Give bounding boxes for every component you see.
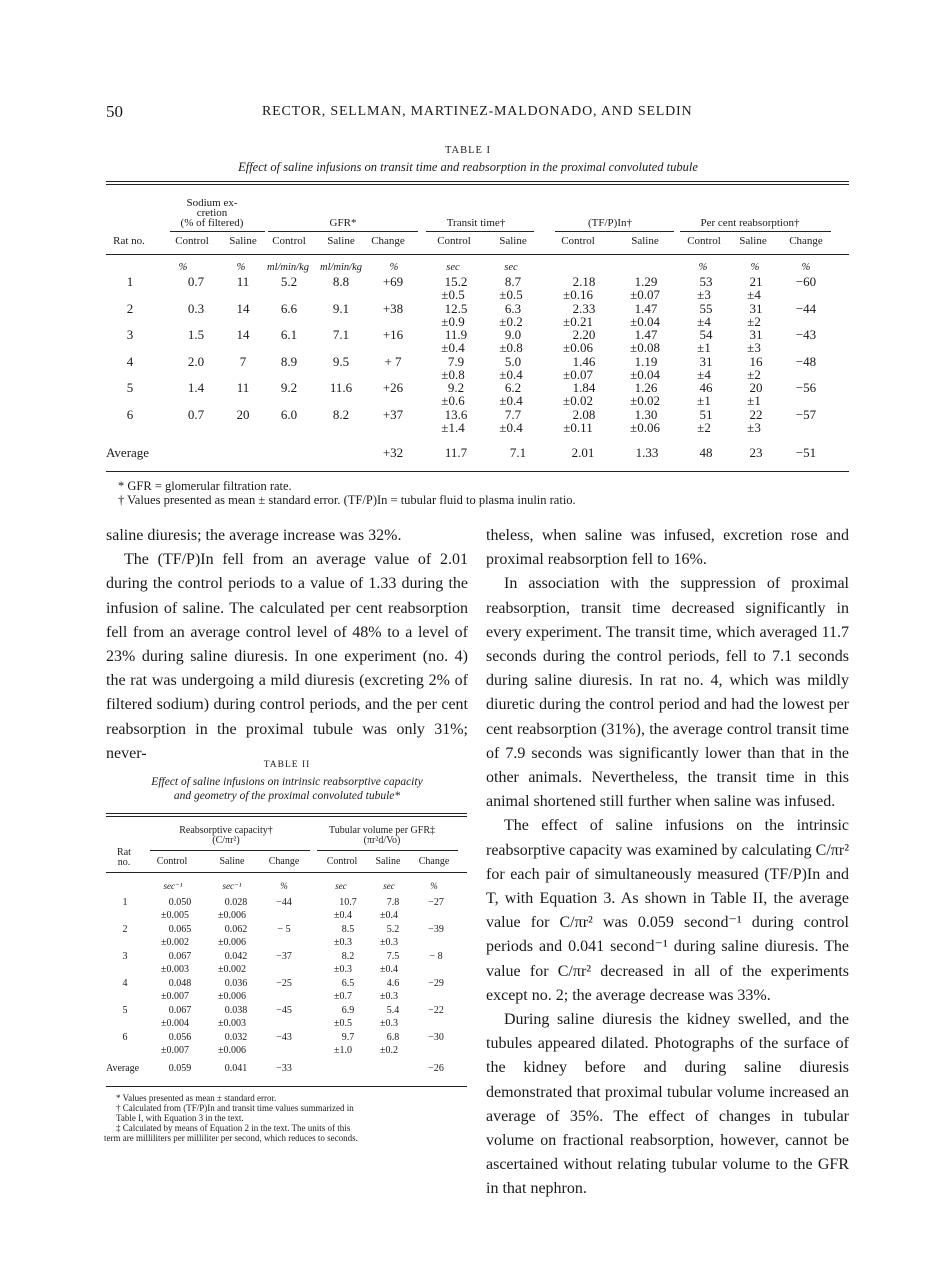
table-cell: 20	[236, 406, 250, 422]
column-group-header: Tubular volume per GFR‡	[328, 825, 436, 836]
std-error: ±0.3	[380, 991, 398, 1002]
table-cell: −30	[428, 1032, 444, 1043]
table-cell: 0.042	[224, 951, 248, 962]
table-cell: 6.2	[504, 380, 522, 395]
table-cell: −39	[428, 924, 444, 935]
table-cell: +26	[382, 380, 404, 395]
table-cell: 22	[749, 406, 763, 422]
std-error: ±0.4	[334, 910, 352, 921]
column-header: Control	[437, 235, 471, 247]
std-error: ±0.06	[563, 340, 593, 355]
table-cell: 6.3	[504, 300, 522, 316]
std-error: ±0.11	[563, 419, 593, 435]
table-cell: 1.29	[634, 274, 658, 289]
unit-label: %	[280, 881, 288, 891]
table-cell: 31	[749, 327, 763, 342]
table-cell: 54	[699, 327, 713, 342]
row-label: 6	[126, 406, 134, 422]
page-number: 50	[106, 102, 123, 121]
std-error: ±0.2	[499, 313, 523, 329]
table-cell: −25	[276, 978, 292, 989]
std-error: ±2	[747, 366, 761, 382]
std-error: ±4	[697, 366, 711, 382]
table-cell: 0.038	[224, 1005, 248, 1016]
std-error: ±0.003	[218, 1018, 246, 1029]
table-cell: +38	[382, 300, 404, 316]
unit-label: %	[430, 881, 438, 891]
right-text-column	[486, 524, 849, 1202]
table-cell: 8.2	[332, 406, 350, 422]
std-error: ±0.007	[161, 991, 189, 1002]
table-cell: 1.19	[634, 353, 658, 369]
std-error: ±0.2	[380, 1045, 398, 1056]
table2-footnote: † Calculated from (TF/P)In and transit time values summarized in	[116, 1103, 354, 1113]
std-error: ±0.4	[441, 340, 465, 355]
average-cell: 7.1	[509, 445, 527, 460]
table-cell: 1.46	[572, 353, 596, 369]
std-error: ±0.006	[218, 1045, 246, 1056]
std-error: ±4	[747, 287, 761, 302]
table-cell: 1.5	[187, 327, 205, 342]
table-cell: 7.9	[447, 353, 465, 369]
unit-label: ml/min/kg	[267, 262, 309, 273]
table-cell: −29	[428, 978, 444, 989]
table-cell: 7	[239, 353, 247, 369]
table-cell: −43	[276, 1032, 292, 1043]
table-cell: 5.0	[504, 353, 522, 369]
std-error: ±0.07	[630, 287, 660, 302]
table-cell: 1.47	[634, 300, 658, 316]
std-error: ±0.3	[334, 964, 352, 975]
std-error: ±0.21	[563, 313, 593, 329]
table-cell: 10.7	[339, 897, 357, 908]
table-rule	[150, 850, 310, 851]
table-cell: −43	[795, 327, 817, 342]
table-cell: 0.067	[168, 1005, 192, 1016]
row-label: 2	[126, 300, 134, 316]
table2-label: TABLE II	[263, 760, 311, 770]
std-error: ±1.0	[334, 1045, 352, 1056]
table-cell: −44	[795, 300, 817, 316]
unit-label: sec⁻¹	[163, 881, 183, 891]
average-cell: 2.01	[571, 445, 595, 460]
std-error: ±2	[747, 313, 761, 329]
std-error: ±1	[697, 393, 711, 408]
table-cell: 7.7	[504, 406, 522, 422]
average-cell: 0.059	[168, 1063, 192, 1074]
table-cell: 7.8	[386, 897, 400, 908]
table2-footnote: ‡ Calculated by means of Equation 2 in the text. The units of this	[116, 1123, 351, 1133]
std-error: ±0.4	[380, 910, 398, 921]
table-cell: 51	[699, 406, 713, 422]
table-cell: 1.47	[634, 327, 658, 342]
table-cell: − 8	[429, 951, 443, 962]
paragraph: The effect of saline infusions on the intrinsic reabsorptive capacity was examined by calculating C/πr² for each pair of simultaneously measured (TF/P)In and T, with Equation 3. As shown in Table II, the average value for C/πr² was 0.059 second⁻¹ during control periods and 0.041 second⁻¹ during saline diuresis. The value for C/πr² decreased in all of the experiments except no. 2; the average decrease was 33%.	[486, 817, 849, 1004]
table-cell: 31	[699, 353, 713, 369]
std-error: ±0.06	[630, 419, 660, 435]
table-cell: 0.056	[168, 1032, 192, 1043]
table-cell: −45	[276, 1005, 292, 1016]
table-cell: 20	[749, 380, 763, 395]
average-cell: 1.33	[635, 445, 659, 460]
column-header: Control	[156, 856, 188, 867]
column-group-header: (C/πr²)	[212, 835, 240, 846]
unit-label: sec	[446, 262, 460, 273]
table-cell: 0.3	[187, 300, 205, 316]
std-error: ±0.5	[334, 1018, 352, 1029]
std-error: ±0.7	[334, 991, 352, 1002]
table-rule	[317, 850, 458, 851]
paragraph: theless, when saline was infused, excretion rose and proximal reabsorption fell to 16%.	[486, 527, 849, 569]
std-error: ±0.002	[161, 937, 189, 948]
table-cell: 11.6	[329, 380, 353, 395]
column-header: Saline	[631, 235, 659, 247]
column-header: Change	[789, 235, 823, 247]
table1-title: Effect of saline infusions on transit time and reabsorption in the proximal convoluted tubule	[238, 160, 698, 174]
row-label: 1	[122, 897, 128, 908]
table-rule	[106, 1086, 467, 1087]
table-cell: 8.7	[504, 274, 522, 289]
table1-footnote: † Values presented as mean ± standard error. (TF/P)In = tubular fluid to plasma inulin ratio.	[118, 493, 576, 507]
table-cell: 8.9	[280, 353, 298, 369]
std-error: ±3	[747, 340, 761, 355]
table-rule	[106, 813, 467, 817]
table-cell: 53	[699, 274, 713, 289]
column-header: Saline	[499, 235, 527, 247]
table-cell: +37	[382, 406, 404, 422]
std-error: ±3	[747, 419, 761, 435]
std-error: ±0.006	[218, 910, 246, 921]
unit-label: %	[389, 262, 399, 273]
unit-label: sec⁻¹	[222, 881, 242, 891]
column-header: Control	[561, 235, 595, 247]
row-label: 6	[122, 1032, 128, 1043]
average-cell: 23	[749, 445, 763, 460]
table-cell: 5.4	[386, 1005, 400, 1016]
table-cell: 9.0	[504, 327, 522, 342]
unit-label: %	[236, 262, 246, 273]
table-cell: 0.062	[224, 924, 248, 935]
paragraph: During saline diuresis the kidney swelled, and the tubules appeared dilated. Photographs of the surface of the kidney before and during saline diuresis demonstrated that proximal tubular volume increased an average of 35%. The effect of changes in tubular volume on fractional reabsorption, however, cannot be ascertained without relating tubular volume to the GFR in that nephron.	[486, 1011, 849, 1198]
table-cell: 6.9	[341, 1005, 355, 1016]
std-error: ±0.02	[630, 393, 660, 408]
column-header: Change	[268, 856, 300, 867]
table-cell: 6.5	[341, 978, 355, 989]
table-cell: 0.7	[187, 406, 205, 422]
row-label: 4	[122, 978, 128, 989]
table-cell: 16	[749, 353, 763, 369]
table-cell: 0.032	[224, 1032, 248, 1043]
std-error: ±0.07	[563, 366, 593, 382]
std-error: ±0.004	[161, 1018, 189, 1029]
column-header: Control	[326, 856, 358, 867]
table2-title: Effect of saline infusions on intrinsic reabsorptive capacity	[151, 776, 423, 788]
row-label: 5	[122, 1005, 128, 1016]
column-header: Control	[687, 235, 721, 247]
column-group-header: (% of filtered)	[180, 217, 244, 229]
column-header: Rat	[117, 847, 131, 858]
std-error: ±1.4	[441, 419, 465, 435]
unit-label: sec	[383, 881, 395, 891]
table-cell: 11.9	[444, 327, 468, 342]
table2-footnote: Table I, with Equation 3 in the text.	[116, 1113, 244, 1123]
table2-footnote: * Values presented as mean ± standard error.	[116, 1093, 277, 1103]
std-error: ±0.08	[630, 340, 660, 355]
table-cell: 2.18	[572, 274, 596, 289]
row-label: 4	[126, 353, 134, 369]
row-label: 1	[126, 274, 134, 289]
table-cell: 0.048	[168, 978, 192, 989]
average-cell: 11.7	[444, 445, 468, 460]
std-error: ±0.3	[334, 937, 352, 948]
std-error: ±0.4	[499, 366, 523, 382]
unit-label: %	[750, 262, 760, 273]
std-error: ±0.003	[161, 964, 189, 975]
table-cell: −22	[428, 1005, 444, 1016]
std-error: ±0.16	[563, 287, 593, 302]
table-cell: −57	[795, 406, 817, 422]
table-cell: 14	[236, 300, 250, 316]
row-label: 3	[126, 327, 134, 342]
row-label: 5	[126, 380, 134, 395]
table-cell: −48	[795, 353, 817, 369]
table-cell: 6.1	[280, 327, 298, 342]
table-cell: 0.036	[224, 978, 248, 989]
column-group-header: Transit time†	[446, 217, 506, 229]
table-cell: 12.5	[444, 300, 468, 316]
table-cell: − 5	[277, 924, 291, 935]
table-cell: 6.6	[280, 300, 298, 316]
std-error: ±0.9	[441, 313, 465, 329]
table-cell: 21	[749, 274, 763, 289]
std-error: ±0.04	[630, 366, 660, 382]
average-cell: −26	[428, 1063, 444, 1074]
paragraph: saline diuresis; the average increase was 32%.	[106, 527, 402, 544]
row-label: 2	[122, 924, 128, 935]
std-error: ±0.5	[441, 287, 465, 302]
table-cell: 15.2	[444, 274, 468, 289]
table-cell: 6.8	[386, 1032, 400, 1043]
table-cell: 9.2	[447, 380, 465, 395]
column-group-header: GFR*	[329, 217, 357, 229]
std-error: ±0.5	[499, 287, 523, 302]
average-cell: +32	[382, 445, 404, 460]
table-cell: 2.33	[572, 300, 596, 316]
average-cell: −33	[276, 1063, 292, 1074]
table2-title: and geometry of the proximal convoluted tubule*	[173, 790, 401, 802]
table-cell: 7.1	[332, 327, 350, 342]
unit-label: ml/min/kg	[320, 262, 362, 273]
std-error: ±0.4	[499, 419, 523, 435]
table1-label: TABLE I	[444, 145, 492, 156]
unit-label: sec	[504, 262, 518, 273]
std-error: ±0.002	[218, 964, 246, 975]
std-error: ±0.8	[499, 340, 523, 355]
std-error: ±0.04	[630, 313, 660, 329]
column-group-header: Sodium ex-	[186, 197, 238, 209]
table-cell: 46	[699, 380, 713, 395]
std-error: ±0.005	[161, 910, 189, 921]
table-cell: −60	[795, 274, 817, 289]
table-cell: 14	[236, 327, 250, 342]
row-label: Average	[106, 1063, 140, 1074]
table-cell: 0.7	[187, 274, 205, 289]
running-head: RECTOR, SELLMAN, MARTINEZ-MALDONADO, AND SELDIN	[262, 104, 693, 119]
column-group-header: Reabsorptive capacity†	[179, 825, 273, 836]
table-cell: 31	[749, 300, 763, 316]
table-cell: 11	[236, 380, 250, 395]
table-cell: 0.067	[168, 951, 192, 962]
column-header: Saline	[739, 235, 767, 247]
table-rule	[106, 872, 467, 873]
table1-footnote: * GFR = glomerular filtration rate.	[118, 479, 292, 493]
table-cell: +16	[382, 327, 404, 342]
table-cell: 1.30	[634, 406, 658, 422]
column-group-header: cretion	[196, 207, 228, 219]
table-cell: −37	[276, 951, 292, 962]
average-cell: 0.041	[224, 1063, 248, 1074]
table-cell: 0.065	[168, 924, 192, 935]
table-cell: 0.050	[168, 897, 192, 908]
column-header: Control	[272, 235, 306, 247]
std-error: ±0.8	[441, 366, 465, 382]
table-cell: −56	[795, 380, 817, 395]
table-cell: + 7	[384, 353, 402, 369]
table-cell: 1.26	[634, 380, 658, 395]
table-cell: 9.7	[341, 1032, 355, 1043]
std-error: ±1	[747, 393, 761, 408]
column-header: Saline	[229, 235, 257, 247]
column-group-header: (πr²d/Vo)	[363, 835, 401, 846]
table-cell: 8.5	[341, 924, 355, 935]
std-error: ±0.007	[161, 1045, 189, 1056]
column-group-header: Per cent reabsorption†	[700, 217, 800, 229]
unit-label: sec	[335, 881, 347, 891]
unit-label: %	[801, 262, 811, 273]
table-cell: −27	[428, 897, 444, 908]
std-error: ±2	[697, 419, 711, 435]
column-header: Saline	[375, 856, 401, 867]
paragraph: In association with the suppression of proximal reabsorption, transit time decreased significantly in every experiment. The transit time, which averaged 11.7 seconds during the control periods, fell to 7.1 seconds during saline diuresis. In rat no. 4, which was mildly diuretic during the control period and had the lowest per cent reabsorption (31%), the average control transit time of 7.9 seconds was significantly lower than that in the other animals. Nevertheless, the transit time in this animal shortened still further when saline was infused.	[486, 575, 849, 811]
table-cell: 11	[236, 274, 250, 289]
column-header: Control	[175, 235, 209, 247]
table-cell: 13.6	[444, 406, 468, 422]
table-cell: 2.20	[572, 327, 596, 342]
average-cell: −51	[795, 445, 817, 460]
std-error: ±0.006	[218, 937, 246, 948]
table-cell: 1.4	[187, 380, 205, 395]
table-cell: 4.6	[386, 978, 400, 989]
table-cell: 2.0	[187, 353, 205, 369]
std-error: ±0.3	[380, 937, 398, 948]
std-error: ±0.6	[441, 393, 465, 408]
table-cell: 9.5	[332, 353, 350, 369]
table-cell: 5.2	[386, 924, 400, 935]
table-cell: 2.08	[572, 406, 596, 422]
unit-label: %	[178, 262, 188, 273]
std-error: ±0.3	[380, 1018, 398, 1029]
table-cell: 9.1	[332, 300, 350, 316]
table-cell: 6.0	[280, 406, 298, 422]
paragraph: The (TF/P)In fell from an average value of 2.01 during the control periods to a value of 1.33 during the infusion of saline. The calculated per cent reabsorption fell from an average control level of 48% to a level of 23% during saline diuresis. In one experiment (no. 4) the rat was undergoing a mild diuresis (excreting 2% of filtered sodium) during control periods, and the per cent reabsorption in the proximal tubule was only 31%; never-	[106, 551, 468, 762]
table-cell: 55	[699, 300, 713, 316]
std-error: ±4	[697, 313, 711, 329]
column-header: Change	[418, 856, 450, 867]
table-cell: 9.2	[280, 380, 298, 395]
table-cell: 8.8	[332, 274, 350, 289]
std-error: ±0.006	[218, 991, 246, 1002]
row-label: 3	[122, 951, 128, 962]
column-header: Rat no.	[113, 235, 145, 247]
table-cell: 0.028	[224, 897, 248, 908]
table-cell: 7.5	[386, 951, 400, 962]
column-group-header: (TF/P)In†	[588, 217, 632, 229]
table-cell: 8.2	[341, 951, 355, 962]
table-cell: 1.84	[572, 380, 596, 395]
column-header: Saline	[219, 856, 245, 867]
std-error: ±1	[697, 340, 711, 355]
std-error: ±0.4	[499, 393, 523, 408]
std-error: ±0.02	[563, 393, 593, 408]
table-cell: +69	[382, 274, 404, 289]
std-error: ±0.4	[380, 964, 398, 975]
unit-label: %	[698, 262, 708, 273]
column-header: Saline	[327, 235, 355, 247]
row-label: Average	[106, 445, 150, 460]
table-cell: 5.2	[280, 274, 298, 289]
column-header: Change	[371, 235, 405, 247]
std-error: ±3	[697, 287, 711, 302]
column-header: no.	[117, 857, 131, 868]
average-cell: 48	[699, 445, 713, 460]
table2-footnote: term are milliliters per milliliter per second, which reduces to seconds.	[104, 1133, 358, 1143]
table-cell: −44	[276, 897, 292, 908]
